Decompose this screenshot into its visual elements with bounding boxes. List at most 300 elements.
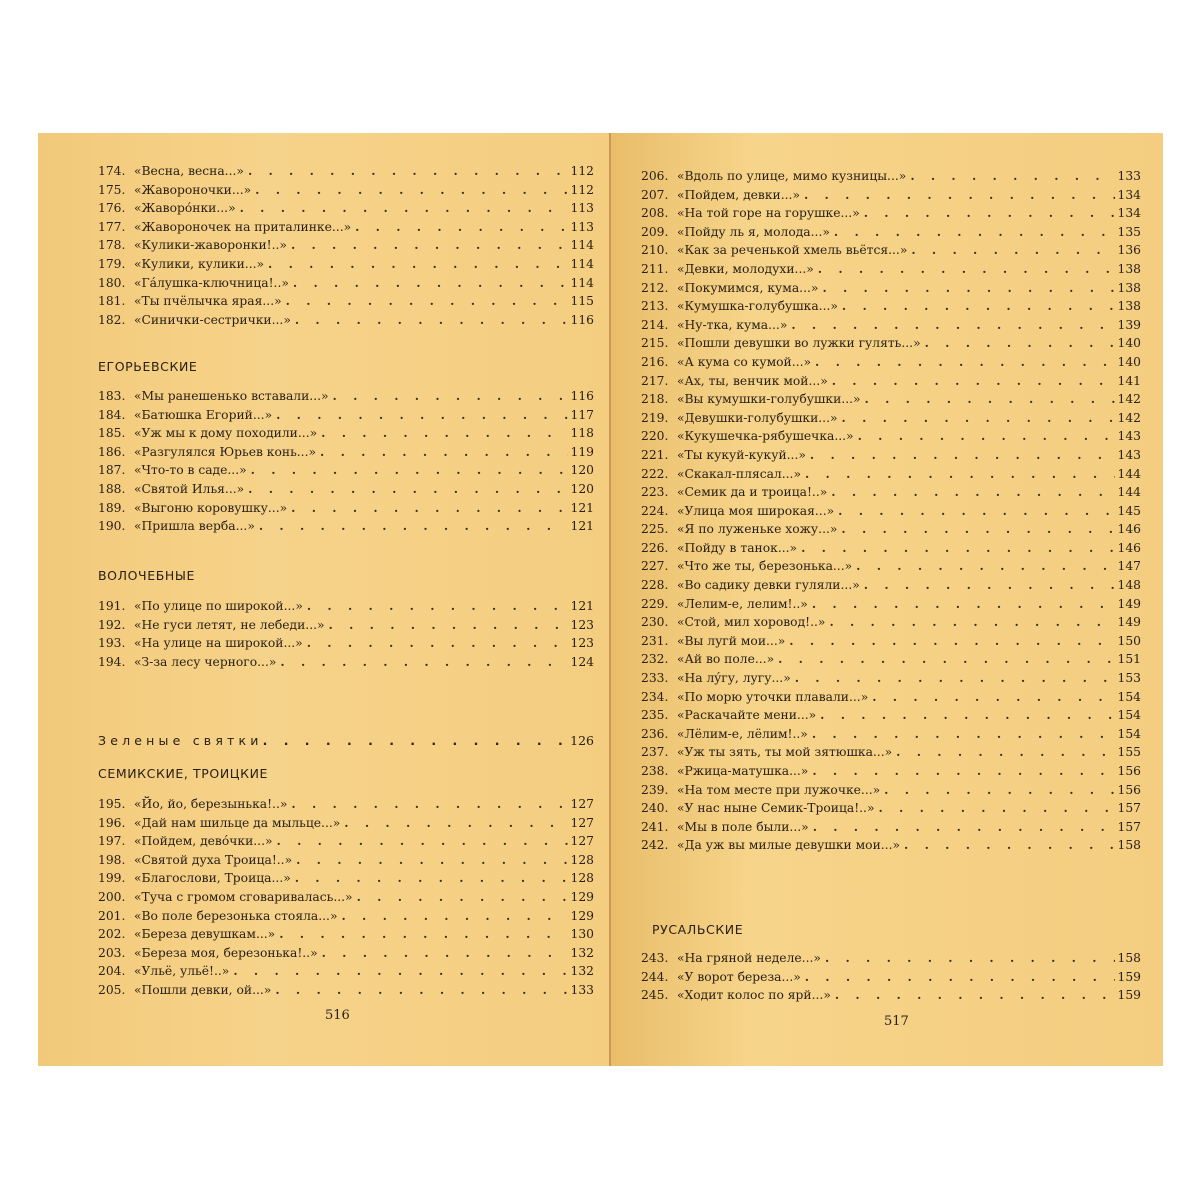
entry-title: «Лелим-е, лелим!..»	[677, 596, 808, 611]
leader-dots	[233, 962, 568, 981]
section-heading: РУСАЛЬСКИЕ	[652, 922, 744, 937]
entry-page: 158	[1117, 838, 1141, 853]
entry-title: «Кукушечка-рябушечка...»	[677, 429, 854, 444]
entry-page: 116	[570, 389, 594, 403]
entry-page: 134	[1117, 187, 1141, 202]
leader-dots	[864, 576, 1115, 595]
entry-number: 239.	[641, 782, 669, 797]
entry-title: «Как за реченькой хмель вьётся...»	[677, 243, 908, 258]
entry-title: «Во садику девки гуляли...»	[677, 578, 860, 593]
leader-dots	[275, 981, 568, 1000]
entry-number: 241.	[641, 819, 669, 834]
leader-dots	[307, 597, 568, 616]
entry-page: 156	[1117, 782, 1141, 797]
leader-dots	[778, 650, 1115, 669]
entry-number: 198.	[98, 852, 126, 867]
entry-page: 138	[1117, 261, 1141, 276]
entry-title: «Святой Илья...»	[134, 481, 245, 496]
entry-page: 134	[1117, 206, 1141, 221]
entry-title: «Жавороночки...»	[134, 182, 252, 197]
leader-dots	[910, 167, 1115, 186]
entry-page: 139	[1117, 317, 1141, 332]
leader-dots	[355, 218, 568, 237]
entry-page: 141	[1117, 373, 1141, 388]
toc-entry	[98, 653, 594, 672]
entry-title: «Синички-сестрички...»	[134, 312, 291, 327]
entry-title: «Пойду в танок...»	[677, 540, 798, 555]
toc-list	[641, 167, 1141, 855]
toc-entry	[98, 851, 594, 870]
leader-dots	[329, 616, 568, 635]
toc-entry	[641, 241, 1141, 260]
entry-number: 200.	[98, 889, 126, 904]
toc-list	[98, 387, 594, 536]
entry-page: 151	[1117, 652, 1141, 667]
entry-page: 154	[1117, 689, 1141, 704]
entry-number: 187.	[98, 463, 126, 478]
entry-page: 133	[1117, 169, 1141, 183]
leader-dots	[896, 743, 1115, 762]
entry-page: 114	[570, 275, 594, 290]
toc-entry	[641, 688, 1141, 707]
entry-title: «Ржица-матушка...»	[677, 764, 809, 778]
entry-number: 189.	[98, 500, 126, 515]
entry-page: 144	[1117, 466, 1141, 481]
leader-dots	[815, 353, 1115, 372]
toc-entry	[641, 483, 1141, 502]
toc-entry	[98, 162, 594, 181]
entry-page: 154	[1117, 726, 1141, 741]
entry-number: 174.	[98, 164, 126, 178]
section-heading: СЕМИКСКИЕ, ТРОИЦКИЕ	[98, 766, 269, 781]
entry-title: «Ты кукуй-кукуй...»	[677, 447, 806, 462]
entry-number: 212.	[641, 280, 669, 295]
entry-page: 116	[570, 312, 594, 327]
entry-number: 217.	[641, 373, 669, 388]
leader-dots	[320, 443, 568, 462]
entry-number: 230.	[641, 615, 669, 630]
entry-number: 195.	[98, 797, 126, 811]
entry-page: 128	[570, 871, 594, 886]
leader-dots	[838, 502, 1115, 521]
entry-title: «Пошли девушки во лужки гулять...»	[677, 336, 921, 351]
entry-title: «Покумимся, кума...»	[677, 280, 819, 295]
leader-dots	[829, 613, 1115, 632]
leader-dots	[276, 406, 568, 425]
entry-title: «Пришла верба...»	[134, 519, 255, 534]
leader-dots	[293, 274, 568, 293]
entry-page: 115	[570, 294, 594, 309]
leader-dots	[333, 387, 568, 406]
part-heading-page: 126	[570, 733, 594, 748]
leader-dots	[291, 499, 568, 518]
entry-page: 123	[570, 617, 594, 632]
entry-page: 140	[1117, 336, 1141, 351]
entry-number: 222.	[641, 466, 669, 481]
entry-page: 154	[1117, 708, 1141, 723]
entry-title: «Ай во поле...»	[677, 652, 775, 667]
leader-dots	[879, 799, 1116, 818]
entry-page: 145	[1117, 503, 1141, 518]
entry-page: 144	[1117, 485, 1141, 500]
entry-title: «Кумушка-голубушка...»	[677, 299, 838, 314]
entry-page: 118	[570, 426, 594, 441]
entry-title: «З-за лесу черного...»	[134, 654, 277, 669]
entry-number: 194.	[98, 654, 126, 669]
toc-list	[641, 949, 1141, 1005]
entry-number: 232.	[641, 652, 669, 667]
toc-entry	[98, 795, 594, 814]
entry-number: 199.	[98, 871, 126, 886]
entry-number: 215.	[641, 336, 669, 351]
entry-number: 175.	[98, 182, 126, 197]
toc-entry	[641, 279, 1141, 298]
entry-page: 135	[1117, 224, 1141, 239]
entry-title: «Жаворо́нки...»	[134, 201, 236, 216]
entry-title: «Вы лугй мои...»	[677, 633, 786, 648]
leader-dots	[795, 669, 1115, 688]
toc-entry	[98, 274, 594, 293]
toc-entry	[98, 406, 594, 425]
entry-page: 149	[1117, 596, 1141, 611]
toc-entry	[641, 762, 1141, 781]
entry-title: «Разгулялся Юрьев конь...»	[134, 444, 317, 459]
entry-number: 236.	[641, 726, 669, 741]
entry-page: 143	[1117, 447, 1141, 462]
entry-page: 148	[1117, 578, 1141, 593]
entry-page: 157	[1117, 819, 1141, 834]
page-number: 517	[884, 1014, 909, 1029]
entry-page: 143	[1117, 429, 1141, 444]
entry-title: «Что-то в саде...»	[134, 463, 247, 478]
entry-title: «Лёлим-е, лёлим!..»	[677, 726, 808, 741]
toc-list	[98, 795, 594, 1000]
entry-title: «Кулики, кулики...»	[134, 256, 265, 271]
entry-title: «Береза девушкам...»	[134, 927, 276, 942]
toc-entry	[641, 334, 1141, 353]
leader-dots	[804, 186, 1115, 205]
toc-entry	[98, 962, 594, 981]
leader-dots	[259, 517, 568, 536]
entry-page: 112	[570, 164, 594, 178]
entry-title: «Да уж вы милые девушки мои...»	[677, 838, 901, 853]
leader-dots	[832, 372, 1115, 391]
leader-dots	[834, 223, 1115, 242]
toc-entry	[641, 949, 1141, 968]
entry-page: 133	[570, 982, 594, 997]
entry-number: 183.	[98, 389, 126, 403]
entry-title: «Ульё, ульё!..»	[134, 964, 230, 979]
toc-entry	[641, 520, 1141, 539]
entry-number: 242.	[641, 838, 669, 853]
leader-dots	[812, 762, 1115, 781]
toc-entry	[98, 424, 594, 443]
entry-title: «Ах, ты, венчик мой...»	[677, 373, 828, 388]
toc-entry	[98, 499, 594, 518]
toc-entry	[98, 480, 594, 499]
entry-title: «На том месте при лужочке...»	[677, 782, 881, 797]
entry-number: 234.	[641, 689, 669, 704]
leader-dots	[805, 968, 1115, 987]
leader-dots	[810, 446, 1115, 465]
leader-dots	[831, 483, 1115, 502]
entry-title: «Пойду ль я, молода...»	[677, 224, 830, 239]
toc-entry	[98, 832, 594, 851]
entry-number: 186.	[98, 444, 126, 459]
entry-number: 188.	[98, 481, 126, 496]
entry-number: 196.	[98, 815, 126, 830]
entry-number: 207.	[641, 187, 669, 202]
toc-entry	[641, 186, 1141, 205]
entry-title: «У ворот береза...»	[677, 969, 801, 984]
leader-dots	[322, 944, 568, 963]
entry-page: 156	[1117, 764, 1141, 778]
toc-entry	[98, 634, 594, 653]
entry-page: 113	[570, 219, 594, 234]
entry-number: 190.	[98, 519, 126, 534]
entry-page: 157	[1117, 801, 1141, 816]
leader-dots	[865, 390, 1115, 409]
entry-page: 119	[570, 444, 594, 459]
toc-entry	[98, 597, 594, 616]
entry-number: 191.	[98, 599, 126, 613]
leader-dots	[789, 632, 1115, 651]
entry-title: «Пойдем, девóчки...»	[134, 834, 273, 849]
entry-title: «Святой духа Троица!..»	[134, 852, 293, 867]
entry-page: 150	[1117, 633, 1141, 648]
entry-title: «Семик да и троица!..»	[677, 485, 828, 500]
part-heading-title: Зеленые святки	[98, 733, 263, 748]
entry-title: «Йо, йо, березынька!..»	[134, 797, 288, 811]
leader-dots	[344, 814, 568, 833]
entry-page: 146	[1117, 522, 1141, 537]
toc-entry	[641, 818, 1141, 837]
entry-page: 112	[570, 182, 594, 197]
entry-title: «Раскачайте мени...»	[677, 708, 817, 723]
leader-dots	[818, 260, 1115, 279]
entry-page: 129	[570, 908, 594, 923]
entry-number: 208.	[641, 206, 669, 221]
toc-entry	[641, 836, 1141, 855]
entry-page: 138	[1117, 280, 1141, 295]
entry-page: 149	[1117, 615, 1141, 630]
entry-page: 124	[570, 654, 594, 669]
toc-entry	[98, 218, 594, 237]
entry-number: 201.	[98, 908, 126, 923]
toc-entry	[641, 986, 1141, 1005]
toc-entry	[641, 669, 1141, 688]
entry-title: «Улица моя широкая...»	[677, 503, 835, 518]
entry-title: «Туча с громом сговаривалась...»	[134, 889, 353, 904]
toc-entry	[641, 353, 1141, 372]
leader-dots	[911, 241, 1115, 260]
part-heading	[98, 733, 594, 748]
entry-page: 155	[1117, 745, 1141, 760]
entry-number: 213.	[641, 299, 669, 314]
entry-page: 159	[1117, 988, 1141, 1003]
entry-title: «Пошли девки, ой...»	[134, 982, 272, 997]
entry-number: 176.	[98, 201, 126, 216]
leader-dots	[856, 557, 1115, 576]
toc-entry	[98, 236, 594, 255]
entry-title: «Что же ты, березонька...»	[677, 559, 853, 574]
entry-page: 129	[570, 889, 594, 904]
toc-entry	[98, 925, 594, 944]
leader-dots	[248, 162, 568, 181]
entry-page: 140	[1117, 354, 1141, 369]
entry-number: 227.	[641, 559, 669, 574]
toc-entry	[98, 292, 594, 311]
entry-page: 127	[570, 797, 594, 811]
leader-dots	[307, 634, 568, 653]
entry-page: 128	[570, 852, 594, 867]
entry-title: «Девки, молодухи...»	[677, 261, 814, 276]
entry-number: 182.	[98, 312, 126, 327]
entry-page: 159	[1117, 969, 1141, 984]
leader-dots	[812, 725, 1115, 744]
leader-dots	[864, 204, 1115, 223]
leader-dots	[291, 795, 568, 814]
toc-entry	[641, 706, 1141, 725]
toc-entry	[98, 888, 594, 907]
entry-number: 206.	[641, 169, 669, 183]
toc-entry	[641, 502, 1141, 521]
entry-page: 136	[1117, 243, 1141, 258]
entry-number: 245.	[641, 988, 669, 1003]
entry-number: 218.	[641, 392, 669, 407]
entry-title: «Мы ранешенько вставали...»	[134, 389, 329, 403]
leader-dots	[277, 832, 568, 851]
toc-entry	[641, 650, 1141, 669]
toc-list	[98, 162, 594, 329]
toc-entry	[641, 223, 1141, 242]
entry-title: «Кулики-жаворонки!..»	[134, 238, 287, 253]
entry-title: «Мы в поле были...»	[677, 819, 809, 834]
leader-dots	[825, 949, 1115, 968]
leader-dots	[805, 465, 1115, 484]
leader-dots	[858, 427, 1115, 446]
entry-title: «Уж мы к дому походили...»	[134, 426, 318, 441]
entry-title: «Гáлушка-ключница!..»	[134, 275, 289, 290]
toc-entry	[641, 799, 1141, 818]
entry-title: «По морю уточки плавали...»	[677, 689, 869, 704]
entry-title: «На той горе на горушке...»	[677, 206, 860, 221]
entry-page: 114	[570, 238, 594, 253]
leader-dots	[842, 409, 1115, 428]
toc-entry	[98, 387, 594, 406]
entry-number: 244.	[641, 969, 669, 984]
entry-page: 153	[1117, 671, 1141, 686]
entry-page: 147	[1117, 559, 1141, 574]
toc-entry	[98, 181, 594, 200]
entry-number: 225.	[641, 522, 669, 537]
entry-title: «Я по луженьке хожу...»	[677, 522, 838, 537]
toc-entry	[641, 539, 1141, 558]
entry-title: «Вдоль по улице, мимо кузницы...»	[677, 169, 907, 183]
entry-title: «Ты пчёлычка ярая...»	[134, 294, 282, 309]
entry-title: «На лýгу, лугу...»	[677, 671, 791, 686]
leader-dots	[842, 297, 1115, 316]
entry-title: «Жавороночек на приталинке...»	[134, 219, 352, 234]
entry-page: 142	[1117, 392, 1141, 407]
entry-title: «По улице по широкой...»	[134, 599, 303, 613]
entry-title: «Вы кумушки-голубушки...»	[677, 392, 861, 407]
entry-page: 120	[570, 481, 594, 496]
toc-entry	[98, 944, 594, 963]
toc-entry	[641, 409, 1141, 428]
entry-number: 180.	[98, 275, 126, 290]
entry-number: 209.	[641, 224, 669, 239]
leader-dots	[884, 781, 1115, 800]
entry-page: 146	[1117, 540, 1141, 555]
entry-page: 121	[570, 599, 594, 613]
leader-dots	[295, 311, 568, 330]
entry-title: «Ну-тка, кума...»	[677, 317, 788, 332]
toc-entry	[98, 255, 594, 274]
entry-number: 226.	[641, 540, 669, 555]
toc-entry	[641, 576, 1141, 595]
entry-title: «Не гуси летят, не лебеди...»	[134, 617, 325, 632]
entry-number: 229.	[641, 596, 669, 611]
entry-page: 138	[1117, 299, 1141, 314]
toc-entry	[641, 632, 1141, 651]
leader-dots	[248, 480, 568, 499]
toc-entry	[641, 297, 1141, 316]
leader-dots	[291, 236, 568, 255]
toc-entry	[641, 167, 1141, 186]
toc-entry	[641, 372, 1141, 391]
entry-number: 193.	[98, 636, 126, 651]
entry-number: 237.	[641, 745, 669, 760]
toc-entry	[641, 743, 1141, 762]
entry-title: «Ходит колос по ярй...»	[677, 988, 831, 1003]
entry-page: 127	[570, 815, 594, 830]
entry-page: 121	[570, 500, 594, 515]
leader-dots	[279, 925, 568, 944]
entry-page: 113	[570, 201, 594, 216]
leader-dots	[872, 688, 1115, 707]
leader-dots	[296, 851, 568, 870]
entry-number: 205.	[98, 982, 126, 997]
entry-title: «На гряной неделе...»	[677, 951, 821, 965]
entry-title: «Скакал-плясал...»	[677, 466, 801, 481]
entry-number: 204.	[98, 964, 126, 979]
entry-title: «Выгоню коровушку...»	[134, 500, 288, 515]
entry-title: «Девушки-голубушки...»	[677, 410, 838, 425]
leader-dots	[791, 316, 1115, 335]
leader-dots	[822, 279, 1115, 298]
entry-number: 224.	[641, 503, 669, 518]
entry-number: 210.	[641, 243, 669, 258]
entry-number: 223.	[641, 485, 669, 500]
entry-title: «Пойдем, девки...»	[677, 187, 800, 202]
toc-entry	[98, 443, 594, 462]
entry-number: 216.	[641, 354, 669, 369]
toc-entry	[98, 869, 594, 888]
toc-entry	[641, 390, 1141, 409]
leader-dots	[835, 986, 1115, 1005]
right-page	[610, 133, 1163, 1066]
leader-dots	[251, 461, 568, 480]
entry-page: 132	[570, 945, 594, 960]
entry-title: «У нас ныне Семик-Троица!..»	[677, 801, 875, 816]
entry-number: 240.	[641, 801, 669, 816]
entry-title: «Береза моя, березонька!..»	[134, 945, 318, 960]
leader-dots	[286, 292, 568, 311]
leader-dots	[295, 869, 568, 888]
toc-entry	[98, 311, 594, 330]
entry-page: 142	[1117, 410, 1141, 425]
